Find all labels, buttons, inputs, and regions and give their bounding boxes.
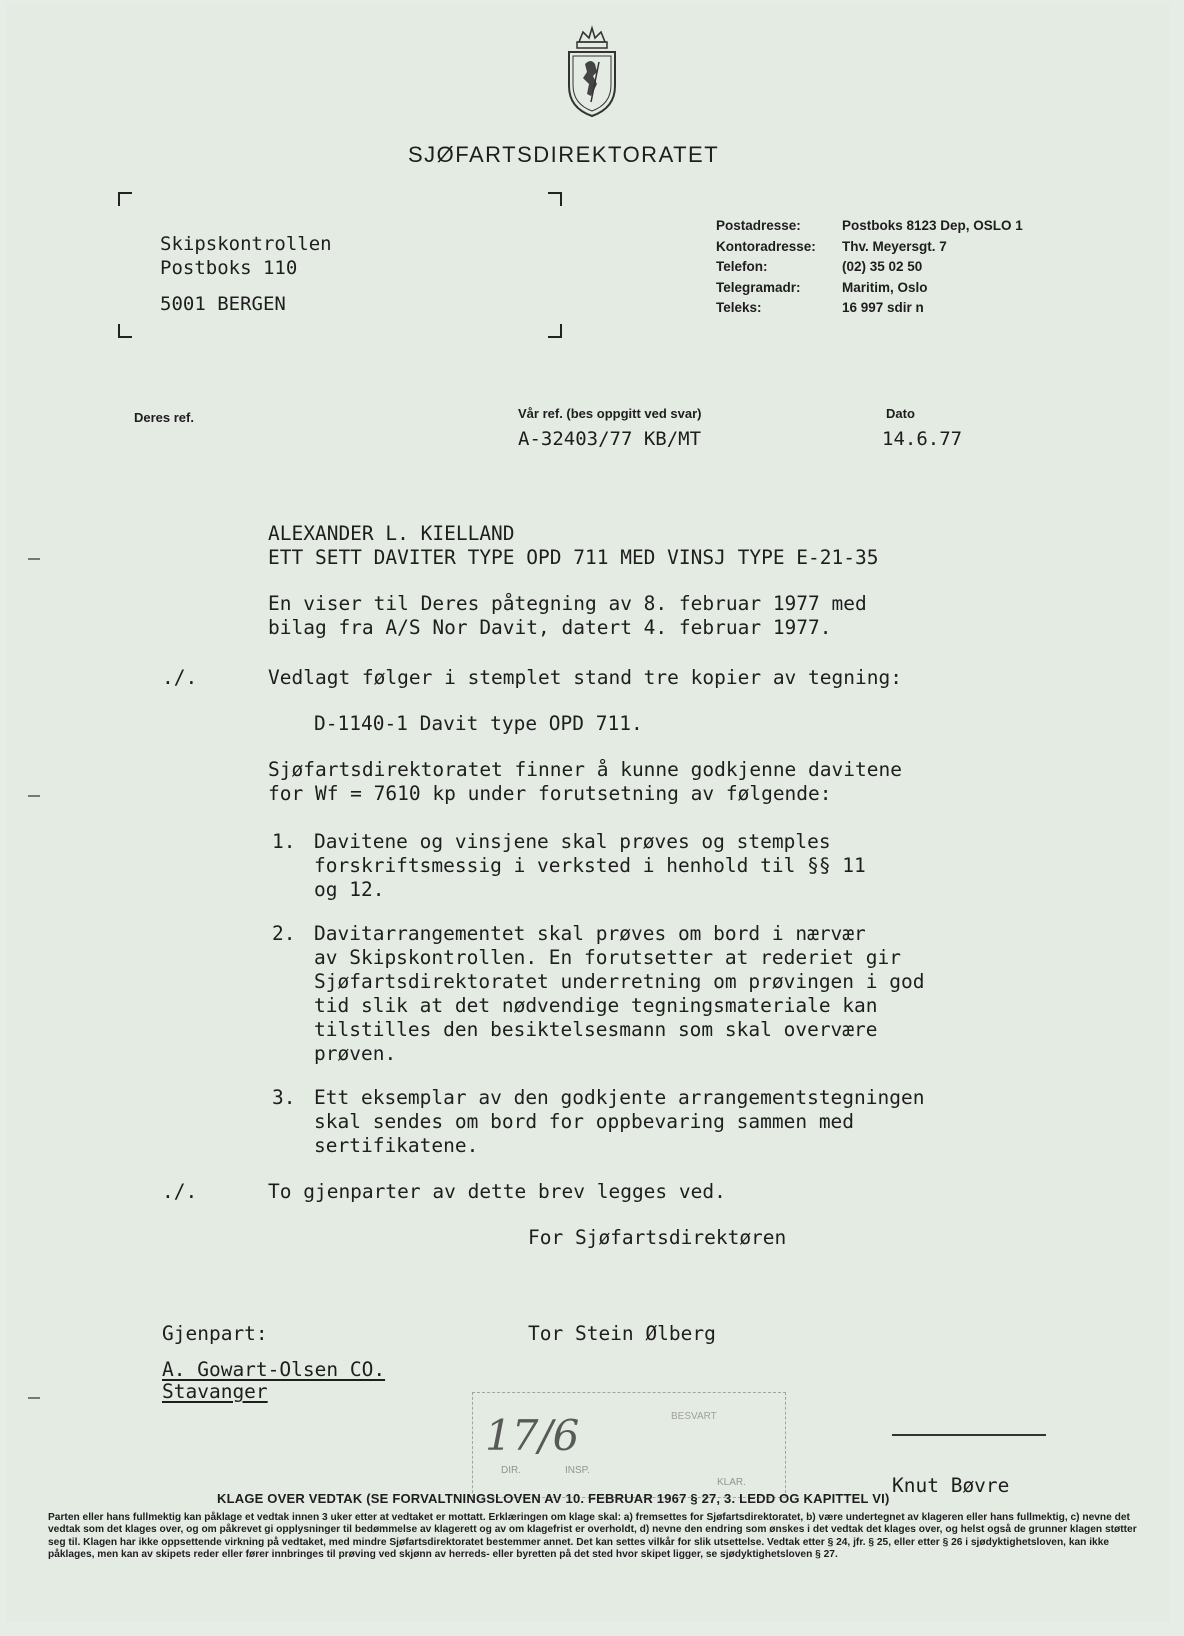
second-signer-name: Knut Bøvre xyxy=(892,1474,1010,1497)
paragraph-1 xyxy=(268,592,867,640)
condition-line: prøven. xyxy=(314,1042,397,1065)
copy-recipient-line-1: A. Gowart-Olsen CO. xyxy=(162,1358,386,1381)
stamp-text: DIR. xyxy=(501,1465,521,1476)
condition-number: 2. xyxy=(272,922,296,945)
subject-line-1: ALEXANDER L. KIELLAND xyxy=(268,522,515,545)
signature-line xyxy=(892,1434,1046,1436)
subject-line-2: ETT SETT DAVITER TYPE OPD 711 MED VINSJ TYPE E-21-35 xyxy=(268,546,879,569)
contact-label: Telegramadr: xyxy=(716,279,801,295)
paragraph-3-line-2: for Wf = 7610 kp under forutsetning av følgende: xyxy=(268,782,832,805)
contact-value: Postboks 8123 Dep, OSLO 1 xyxy=(842,218,1023,233)
condition-line: tilstilles den besiktelsesmann som skal overvære xyxy=(314,1018,878,1041)
recipient-line-2: Postboks 110 xyxy=(160,257,298,279)
var-ref-label: Vår ref. (bes oppgitt ved svar) xyxy=(518,406,702,421)
margin-mark xyxy=(28,795,40,797)
condition-number: 1. xyxy=(272,830,296,853)
recipient-address xyxy=(160,232,332,316)
agency-name: SJØFARTSDIREKTORATET xyxy=(408,142,720,167)
recipient-line-1: Skipskontrollen xyxy=(160,233,332,255)
condition-line: sertifikatene. xyxy=(314,1134,479,1157)
condition-number: 3. xyxy=(272,1086,296,1109)
paragraph-2: Vedlagt følger i stemplet stand tre kopier av tegning: xyxy=(268,666,902,689)
stamp-text: KLAR. xyxy=(717,1477,746,1488)
contact-label: Teleks: xyxy=(716,300,762,315)
condition-item-2 xyxy=(272,922,924,1066)
condition-line: forskriftsmessig i verksted i henhold til §§ 11 xyxy=(314,854,866,877)
paragraph-4: To gjenparter av dette brev legges ved. xyxy=(268,1180,726,1203)
condition-line: og 12. xyxy=(314,878,385,901)
copies-label: Gjenpart: xyxy=(162,1322,268,1345)
subject xyxy=(268,522,878,570)
condition-line: skal sendes om bord for oppbevaring sammen med xyxy=(314,1110,855,1133)
drawing-reference: D-1140-1 Davit type OPD 711. xyxy=(314,712,643,735)
signature-for-line: For Sjøfartsdirektøren xyxy=(528,1226,787,1249)
contact-label: Telefon: xyxy=(716,259,768,274)
stamp-text: BESVART xyxy=(671,1411,717,1422)
condition-line: Davitene og vinsjene skal prøves og stemples xyxy=(314,830,831,853)
received-stamp xyxy=(472,1392,786,1498)
margin-mark xyxy=(28,1397,40,1399)
address-corner-tl xyxy=(118,192,132,206)
contact-row xyxy=(716,216,1023,237)
stamp-text: INSP. xyxy=(565,1465,590,1476)
signer-name: Tor Stein Ølberg xyxy=(528,1322,716,1345)
var-ref-value: A-32403/77 KB/MT xyxy=(518,428,702,450)
contact-label: Postadresse: xyxy=(716,218,801,233)
contact-value: (02) 35 02 50 xyxy=(842,259,923,274)
recipient-line-3: 5001 BERGEN xyxy=(160,293,286,315)
contact-value: Thv. Meyersgt. 7 xyxy=(842,238,947,254)
appeal-notice-title: KLAGE OVER VEDTAK (SE FORVALTNINGSLOVEN AV 10. FEBRUAR 1967 § 27, 3. LEDD OG KAPITTEL VI) xyxy=(217,1491,890,1506)
contact-info xyxy=(716,216,1023,319)
contact-row xyxy=(716,257,1023,278)
contact-row xyxy=(716,237,1023,258)
condition-line: av Skipskontrollen. En forutsetter at rederiet gir xyxy=(314,946,901,969)
handwritten-date: 17/6 xyxy=(485,1411,580,1460)
copy-recipient-line-2: Stavanger xyxy=(162,1380,268,1403)
condition-item-1 xyxy=(272,830,866,902)
letter-sheet xyxy=(6,4,1170,1622)
enclosure-mark: ./. xyxy=(162,666,198,689)
date-value: 14.6.77 xyxy=(882,428,963,450)
address-corner-bl xyxy=(118,324,132,338)
contact-value: Maritim, Oslo xyxy=(842,279,928,295)
margin-mark xyxy=(28,558,40,560)
condition-line: tid slik at det nødvendige tegningsmateriale kan xyxy=(314,994,878,1017)
condition-line: Sjøfartsdirektoratet underretning om prøvingen i god xyxy=(314,970,925,993)
contact-value: 16 997 sdir n xyxy=(842,300,924,315)
contact-label: Kontoradresse: xyxy=(716,238,816,254)
appeal-notice-text: Parten eller hans fullmektig kan påklage et vedtak innen 3 uker etter at vedtaket er mottatt. Erklæringen om klage skal: a) fremsettes for Sjøfartsdirektoratet, b) være undertegnet av klageren eller hans fullmektig, c) nevne det vedtak som det klages over, og om påkrevet gi opplysninger til bedømmelse av klagerett og av om klagefrist er overholdt, d) nevne den endring som ønskes i det vedtak det klages over, og helst også de grunner klagen støtter seg til. Klagen har ikke oppsettende virkning på vedtaket, med mindre Sjøfartsdirektoratet bestemmer annet. Det kan settes vilkår for slik utsettelse. Vedtak etter § 24, jfr. § 25, eller etter § 26 i sjødyktighetsloven, kan ikke påklages, men kan av skipets reder eller fører innbringes til prøving ved skjønn av herreds- eller byretten på det sted hvor skipet ligger, se sjødyktighetsloven § 27. xyxy=(48,1512,1137,1561)
contact-row xyxy=(716,298,1023,319)
paragraph-3 xyxy=(268,758,902,806)
condition-line: Davitarrangementet skal prøves om bord i nærvær xyxy=(314,922,866,945)
address-corner-br xyxy=(548,324,562,338)
paragraph-3-line-1: Sjøfartsdirektoratet finner å kunne godkjenne davitene xyxy=(268,758,902,781)
condition-line: Ett eksemplar av den godkjente arrangementstegningen xyxy=(314,1086,925,1109)
coat-of-arms-icon xyxy=(561,24,623,120)
date-label: Dato xyxy=(886,406,915,421)
paragraph-1-line-2: bilag fra A/S Nor Davit, datert 4. februar 1977. xyxy=(268,616,832,639)
paragraph-1-line-1: En viser til Deres påtegning av 8. februar 1977 med xyxy=(268,592,867,615)
deres-ref-label: Deres ref. xyxy=(134,410,194,425)
condition-item-3 xyxy=(272,1086,924,1158)
contact-row xyxy=(716,278,1023,299)
enclosure-mark: ./. xyxy=(162,1180,198,1203)
address-corner-tr xyxy=(548,192,562,206)
